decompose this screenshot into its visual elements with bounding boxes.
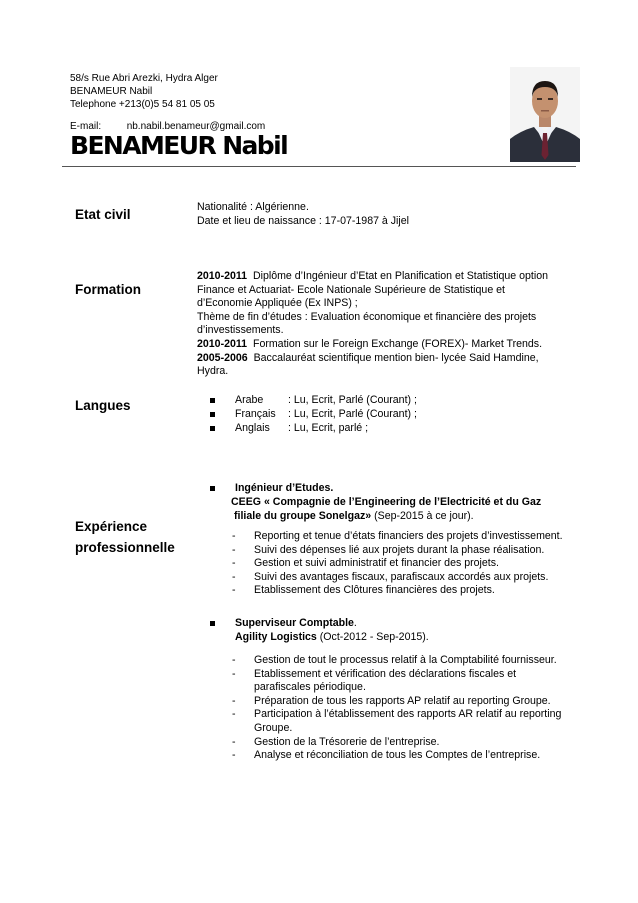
section-title-experience xyxy=(75,516,175,558)
job-title: Ingénieur d’Etudes. xyxy=(235,482,334,494)
title-divider xyxy=(62,166,576,167)
task-item: Groupe. xyxy=(254,721,293,734)
formation-text: Thème de fin d’études : Evaluation économique et financière des projets xyxy=(197,310,537,323)
nationality: Nationalité : Algérienne. xyxy=(197,201,309,213)
formation-text: Baccalauréat scientifique mention bien- lycée Said Hamdine, xyxy=(253,351,539,364)
contact-name: BENAMEUR Nabil xyxy=(70,86,153,97)
task-item: Etablissement des Clôtures financières des projets. xyxy=(254,584,495,597)
bullet-icon xyxy=(210,398,215,403)
formation-content xyxy=(197,270,567,379)
language-name: Arabe xyxy=(235,394,264,406)
address: 58/s Rue Abri Arezki, Hydra Alger xyxy=(70,73,218,84)
language-level: : Lu, Ecrit, parlé ; xyxy=(288,422,369,434)
bullet-icon xyxy=(210,621,215,626)
job-period: (Sep-2015 à ce jour). xyxy=(374,509,474,522)
task-item: Gestion de la Trésorerie de l’entreprise. xyxy=(254,735,440,748)
job-company: filiale du groupe Sonelgaz» xyxy=(234,509,372,522)
task-item: Analyse et réconciliation de tous les Comptes de l’entreprise. xyxy=(254,749,541,762)
job-period: (Oct-2012 - Sep-2015). xyxy=(319,631,429,643)
phone: Telephone +213(0)5 54 81 05 05 xyxy=(70,99,215,110)
language-name: Anglais xyxy=(235,422,270,434)
formation-text: Formation sur le Foreign Exchange (FOREX)- Market Trends. xyxy=(252,337,543,350)
contact-block xyxy=(70,72,265,133)
bullet-icon xyxy=(210,486,215,491)
formation-text: Hydra. xyxy=(197,365,229,378)
email: nb.nabil.benameur@gmail.com xyxy=(126,121,266,132)
section-title-etat-civil: Etat civil xyxy=(75,207,131,222)
language-level: : Lu, Ecrit, Parlé (Courant) ; xyxy=(288,408,417,420)
page-title: BENAMEUR Nabil xyxy=(70,131,288,160)
birth-info: Date et lieu de naissance : 17-07-1987 à Jijel xyxy=(197,214,410,227)
task-item: parafiscales périodique. xyxy=(254,681,366,694)
task-item: Etablissement et vérification des déclarations fiscales et xyxy=(254,667,517,680)
formation-year: 2005-2006 xyxy=(197,351,248,364)
job-title: Superviseur Comptable xyxy=(235,617,354,629)
experience-title-line: professionnelle xyxy=(75,540,175,555)
formation-year: 2010-2011 xyxy=(197,270,248,282)
section-title-formation: Formation xyxy=(75,282,141,297)
job-company: Agility Logistics xyxy=(235,631,317,643)
bullet-icon xyxy=(210,412,215,417)
task-item: Suivi des avantages fiscaux, parafiscaux accordés aux projets. xyxy=(254,570,549,583)
task-item: Gestion et suivi administratif et financier des projets. xyxy=(254,557,499,570)
bullet-icon xyxy=(210,426,215,431)
formation-year: 2010-2011 xyxy=(197,337,248,350)
job-entry: Superviseur Comptable. Agility Logistics (Oct-2012 - Sep-2015). xyxy=(210,617,580,645)
job-entry xyxy=(210,482,580,523)
task-item: Gestion de tout le processus relatif à la Comptabilité fournisseur. xyxy=(254,654,557,666)
task-item: Participation à l’établissement des rapports AR relatif au reporting xyxy=(254,708,562,721)
experience-title-line: Expérience xyxy=(75,519,148,534)
job-tasks: - Gestion de tout le processus relatif à la Comptabilité fournisseur. - Etablissement et vérification des déclarations fiscales et parafiscales périodique. - Préparation de tous les rapports AP relatif au reporting Groupe. - Participation à l’établissement des rapports AR relatif au reporting Groupe. - Gestion de la Trésorerie de l’entreprise. - Analyse et réconciliation de tous les Comptes de l’entreprise. xyxy=(232,654,562,762)
formation-text: d’Economie Appliquée (Ex INPS) ; xyxy=(197,297,358,310)
section-title-langues: Langues xyxy=(75,398,131,413)
formation-text: Finance et Actuariat- Ecole Nationale Supérieure de Statistique et xyxy=(197,283,505,296)
task-item: Préparation de tous les rapports AP relatif au reporting Groupe. xyxy=(254,694,551,707)
formation-text: d’investissements. xyxy=(197,324,284,337)
formation-text: Diplôme d’Ingénieur d’Etat en Planification et Statistique option xyxy=(252,270,549,282)
task-item: Reporting et tenue d’états financiers des projets d’investissement. xyxy=(254,530,563,542)
email-label: E-mail: xyxy=(70,121,102,132)
profile-photo xyxy=(510,67,580,162)
etat-civil-content xyxy=(197,201,409,228)
job-company: CEEG « Compagnie de l’Engineering de l’Electricité et du Gaz xyxy=(231,496,542,508)
language-level: : Lu, Ecrit, Parlé (Courant) ; xyxy=(288,394,417,406)
task-item: Suivi des dépenses lié aux projets durant la phase réalisation. xyxy=(254,543,545,556)
job-tasks: - Reporting et tenue d’états financiers des projets d’investissement. - Suivi des dépenses lié aux projets durant la phase réalisation. - Gestion et suivi administratif et financier des projets. - Suivi des avantages fiscaux, parafiscaux accordés aux projets. - Etablissement des Clôtures financières des projets. xyxy=(232,530,563,597)
language-name: Français xyxy=(235,408,276,420)
